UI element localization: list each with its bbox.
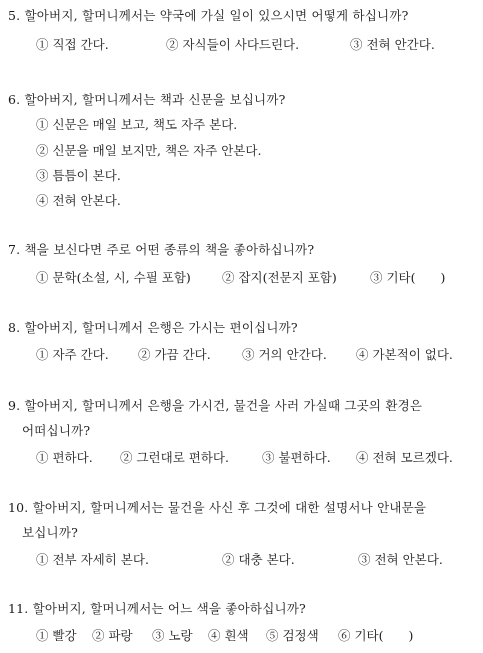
question-5-option-2: ② 자식들이 사다드린다. bbox=[166, 37, 300, 52]
question-6-option-1: ① 신문은 매일 보고, 책도 자주 본다. bbox=[36, 117, 238, 132]
question-10-option-2: ② 대충 본다. bbox=[222, 552, 295, 567]
question-5-option-1: ① 직접 간다. bbox=[36, 37, 109, 52]
question-9-option-1: ① 편하다. bbox=[36, 450, 93, 465]
question-8-option-3: ③ 거의 안간다. bbox=[242, 347, 327, 362]
question-11-text: 11. 할아버지, 할머니께서는 어느 색을 좋아하십니까? bbox=[8, 601, 306, 616]
question-11-option-1: ① 빨강 bbox=[36, 628, 77, 643]
question-5-option-3: ③ 전혀 안간다. bbox=[350, 37, 435, 52]
question-11-option-5: ⑤ 검정색 bbox=[266, 628, 319, 643]
question-7-option-1: ① 문학(소설, 시, 수필 포함) bbox=[36, 270, 191, 285]
question-7-text: 7. 책을 보신다면 주로 어떤 종류의 책을 좋아하십니까? bbox=[8, 242, 315, 257]
question-11-option-3: ③ 노랑 bbox=[152, 628, 193, 643]
question-7-option-2: ② 잡지(전문지 포함) bbox=[222, 270, 337, 285]
question-9-option-3: ③ 불편하다. bbox=[262, 450, 331, 465]
question-9-text: 9. 할아버지, 할머니께서 은행을 가시건, 물건을 사러 가실때 그곳의 환경은 bbox=[8, 398, 423, 413]
question-11-option-2: ② 파랑 bbox=[92, 628, 133, 643]
question-5-text: 5. 할아버지, 할머니께서는 약국에 가실 일이 있으시면 어떻게 하십니까? bbox=[8, 8, 409, 23]
question-8-option-2: ② 가끔 간다. bbox=[138, 347, 211, 362]
question-6-option-3: ③ 틈틈이 본다. bbox=[36, 168, 121, 183]
question-8-text: 8. 할아버지, 할머니께서 은행은 가시는 편이십니까? bbox=[8, 320, 298, 335]
question-6-option-2: ② 신문을 매일 보지만, 책은 자주 안본다. bbox=[36, 143, 262, 158]
question-8-option-4: ④ 가본적이 없다. bbox=[356, 347, 453, 362]
question-7-option-3: ③ 기타( ) bbox=[370, 270, 446, 285]
question-9-option-2: ② 그런대로 편하다. bbox=[120, 450, 229, 465]
question-11-option-4: ④ 흰색 bbox=[208, 628, 249, 643]
question-8-option-1: ① 자주 간다. bbox=[36, 347, 109, 362]
question-10-option-3: ③ 전혀 안본다. bbox=[358, 552, 443, 567]
question-10-text-continued: 보십니까? bbox=[22, 525, 79, 540]
question-11-option-6: ⑥ 기타( ) bbox=[338, 628, 414, 643]
question-10-text: 10. 할아버지, 할머니께서는 물건을 사신 후 그것에 대한 설명서나 안내문을 bbox=[8, 500, 427, 515]
question-6-text: 6. 할아버지, 할머니께서는 책과 신문을 보십니까? bbox=[8, 92, 286, 107]
question-6-option-4: ④ 전혀 안본다. bbox=[36, 193, 121, 208]
question-9-text-continued: 어떠십니까? bbox=[22, 423, 91, 438]
question-9-option-4: ④ 전혀 모르겠다. bbox=[356, 450, 453, 465]
question-10-option-1: ① 전부 자세히 본다. bbox=[36, 552, 149, 567]
